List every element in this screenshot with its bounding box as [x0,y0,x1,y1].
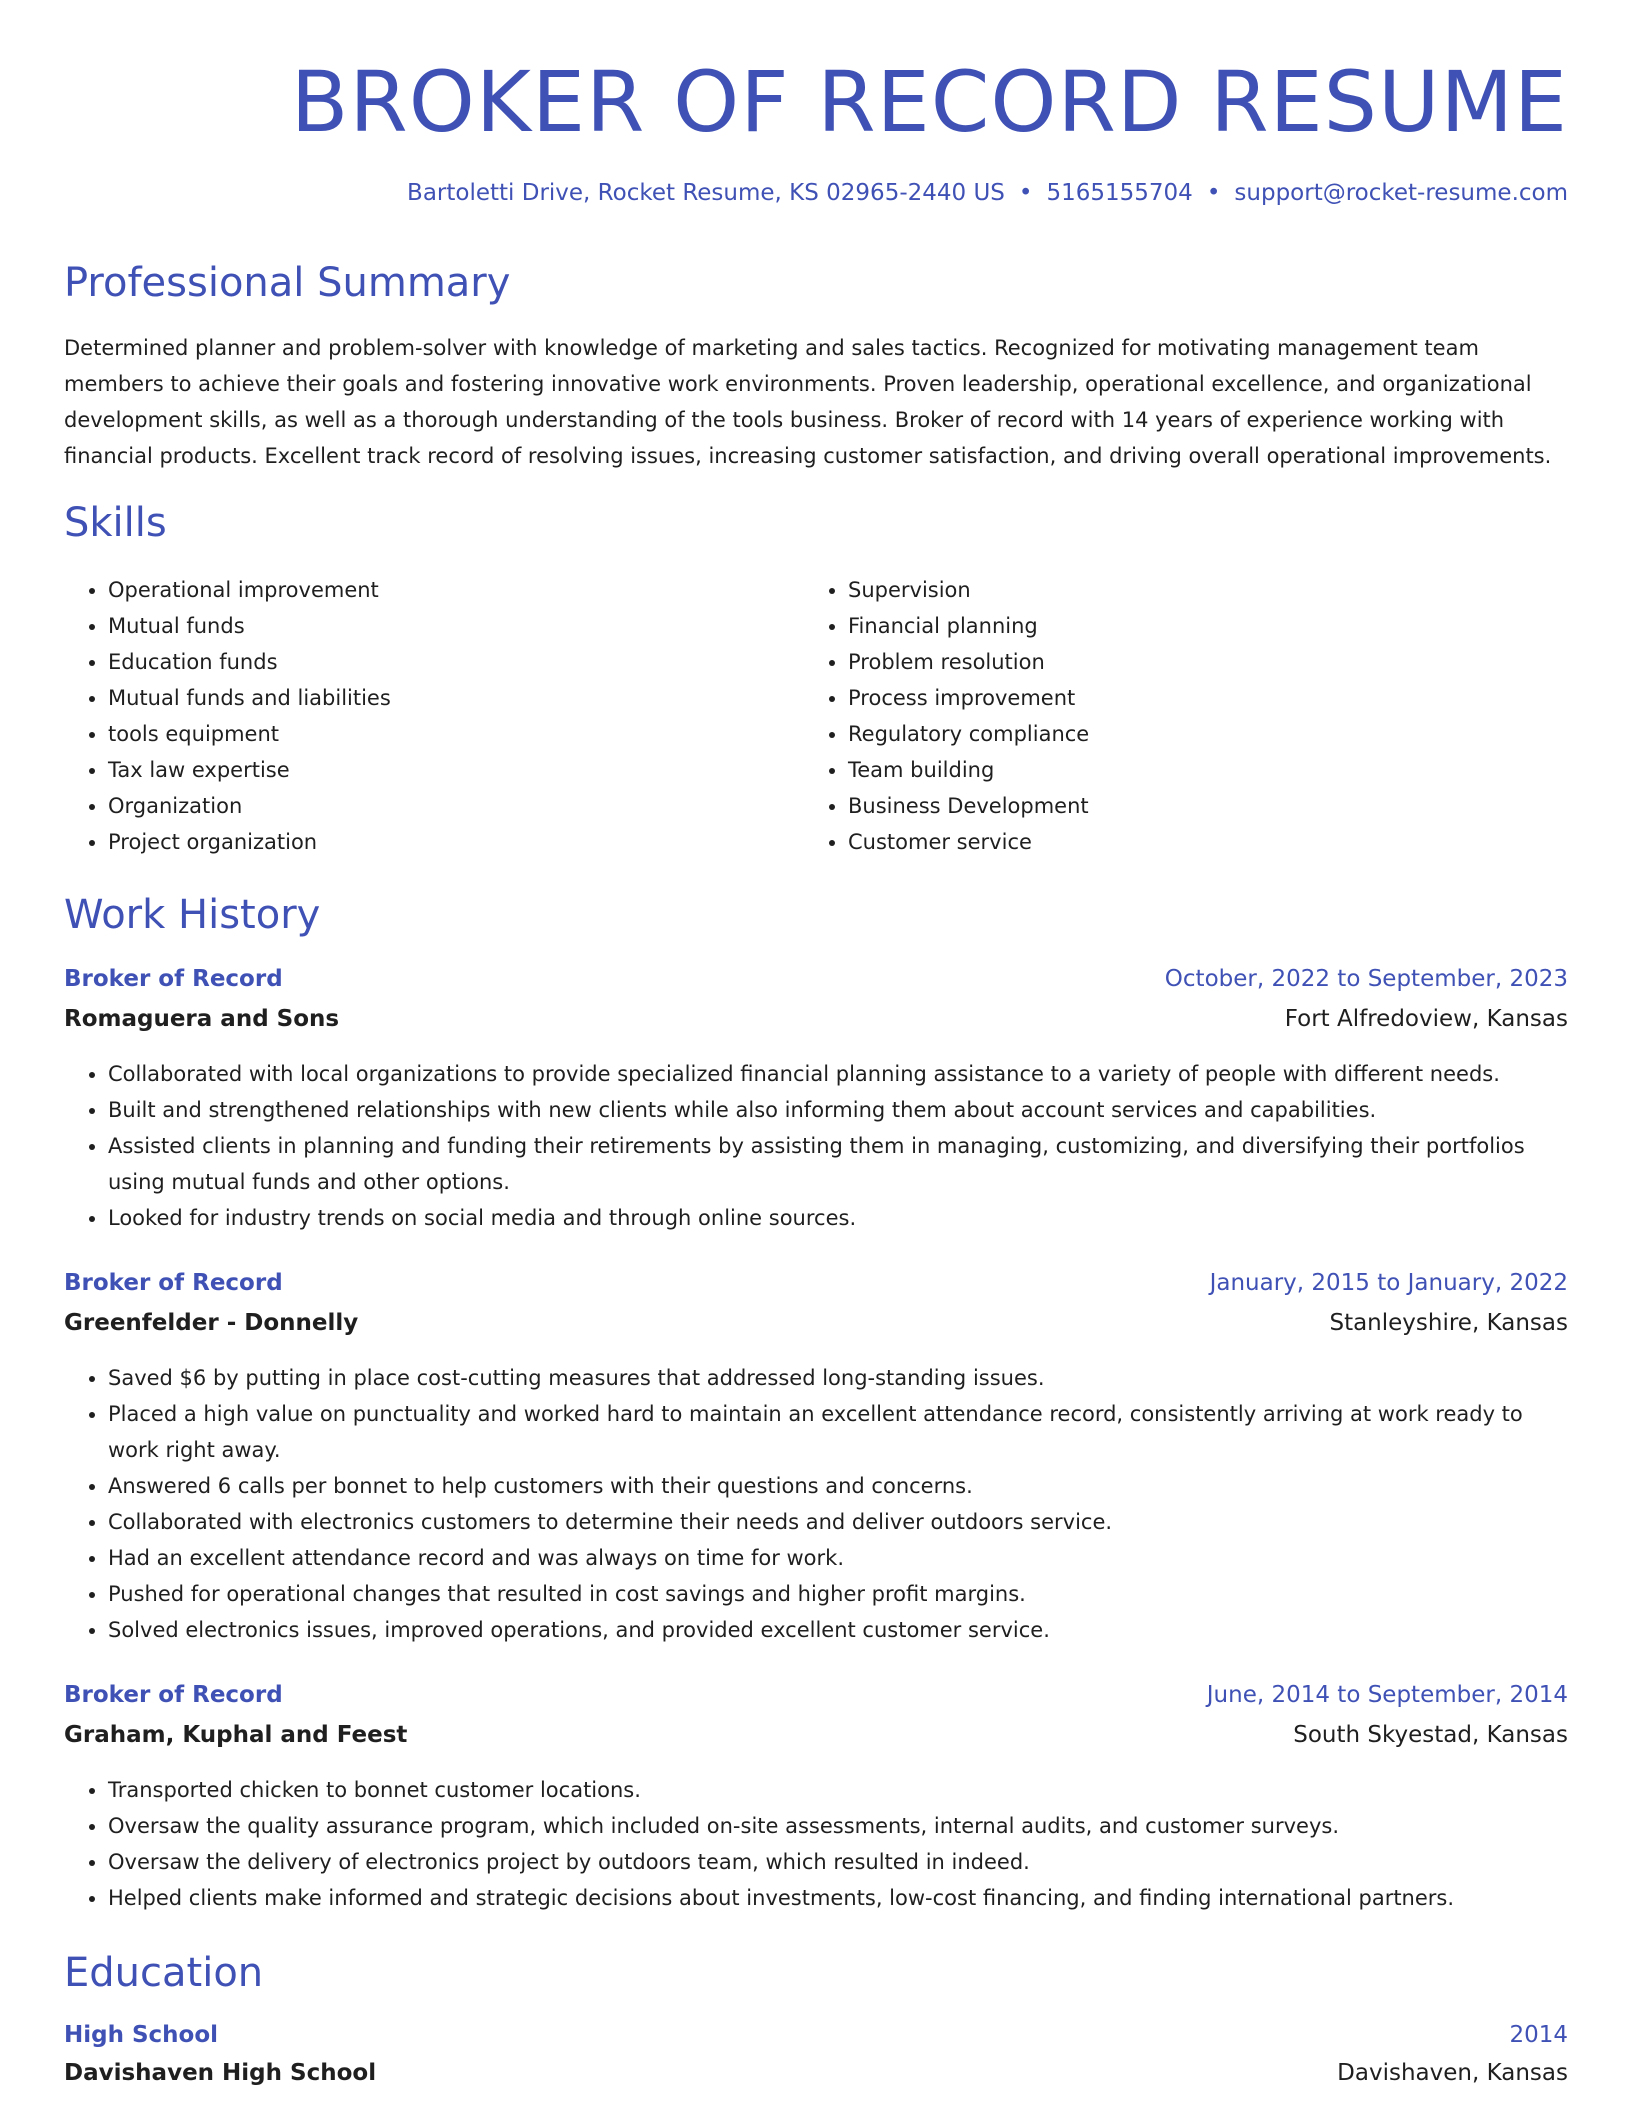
skill-item: • Operational improvement [108,572,804,608]
resume-title: BROKER OF RECORD RESUME [290,53,1568,151]
job-bullet: • Oversaw the quality assurance program, which included on-site assessments, internal audits, and customer surveys. [108,1808,1568,1844]
job-entry [64,1682,1568,1916]
contact-line [407,180,1568,206]
skill-item: • Customer service [848,824,1544,860]
contact-email[interactable]: support@rocket-resume.com [1234,180,1568,206]
job-dates: January, 2015 to January, 2022 [1209,1270,1568,1296]
company-name: Graham, Kuphal and Feest [64,1722,408,1748]
job-dates: October, 2022 to September, 2023 [1164,966,1568,992]
job-bullet: • Placed a high value on punctuality and worked hard to maintain an excellent attendance record, consistently arriving at work ready to work right away. [108,1396,1568,1468]
job-title: Broker of Record [64,966,283,992]
job-bullet: • Solved electronics issues, improved operations, and provided excellent customer service. [108,1612,1568,1648]
summary-text: Determined planner and problem-solver with knowledge of marketing and sales tactics. Recognized for motivating management team members to achieve their goals and fostering innovative work environments. Proven leadership, operational excellence, and organizational development skills, as well as a thorough understanding of the tools business. Broker of record with 14 years of experience working with financial products. Excellent track record of resolving issues, increasing customer satisfaction, and driving overall operational improvements. [64,336,1552,468]
contact-separator: • [1206,180,1221,206]
skill-item: • Tax law expertise [108,752,804,788]
skills-list [64,572,1568,860]
skills-column-left [64,572,804,860]
job-bullet: • Assisted clients in planning and funding their retirements by assisting them in managing, customizing, and diversifying their portfolios using mutual funds and other options. [108,1128,1568,1200]
company-name: Romaguera and Sons [64,1006,340,1032]
contact-address: Bartoletti Drive, Rocket Resume, KS 02965-2440 US [407,180,1005,206]
skill-item: • Mutual funds and liabilities [108,680,804,716]
job-bullet: • Answered 6 calls per bonnet to help customers with their questions and concerns. [108,1468,1568,1504]
job-bullet: • Oversaw the delivery of electronics project by outdoors team, which resulted in indeed. [108,1844,1568,1880]
skills-column-right [804,572,1544,860]
job-title: Broker of Record [64,1682,283,1708]
graduation-year: 2014 [1509,2022,1568,2048]
skill-item: • Supervision [848,572,1544,608]
job-location: Fort Alfredoview, Kansas [1284,1006,1568,1032]
skill-item: • Mutual funds [108,608,804,644]
job-bullet: • Saved $6 by putting in place cost-cutting measures that addressed long-standing issues. [108,1360,1568,1396]
work-history-heading: Work History [64,892,321,938]
job-bullet: • Collaborated with local organizations to provide specialized financial planning assistance to a variety of people with different needs. [108,1056,1568,1092]
contact-phone[interactable]: 5165155704 [1046,180,1193,206]
school-location: Davishaven, Kansas [1337,2060,1568,2086]
summary-heading: Professional Summary [64,260,511,306]
job-dates: June, 2014 to September, 2014 [1206,1682,1568,1708]
skill-item: • Process improvement [848,680,1544,716]
skill-item: • Team building [848,752,1544,788]
job-title: Broker of Record [64,1270,283,1296]
skill-item: • Education funds [108,644,804,680]
skill-item: • Business Development [848,788,1544,824]
job-bullet: • Transported chicken to bonnet customer locations. [108,1772,1568,1808]
company-name: Greenfelder - Donnelly [64,1310,359,1336]
skill-item: • tools equipment [108,716,804,752]
job-bullet: • Helped clients make informed and strategic decisions about investments, low-cost financing, and finding international partners. [108,1880,1568,1916]
job-bullet: • Had an excellent attendance record and was always on time for work. [108,1540,1568,1576]
contact-separator: • [1018,180,1033,206]
skill-item: • Organization [108,788,804,824]
job-bullet: • Pushed for operational changes that resulted in cost savings and higher profit margins. [108,1576,1568,1612]
education-heading: Education [64,1950,264,1996]
skill-item: • Problem resolution [848,644,1544,680]
degree: High School [64,2022,219,2048]
job-bullet: • Built and strengthened relationships with new clients while also informing them about account services and capabilities. [108,1092,1568,1128]
job-entry [64,966,1568,1236]
skills-heading: Skills [64,500,167,546]
skill-item: • Financial planning [848,608,1544,644]
job-entry [64,1270,1568,1648]
school-name: Davishaven High School [64,2060,377,2086]
skill-item: • Regulatory compliance [848,716,1544,752]
skill-item: • Project organization [108,824,804,860]
job-location: Stanleyshire, Kansas [1329,1310,1568,1336]
education-entry [64,2022,1568,2098]
job-location: South Skyestad, Kansas [1293,1722,1568,1748]
job-bullet: • Collaborated with electronics customers to determine their needs and deliver outdoors service. [108,1504,1568,1540]
job-bullet: • Looked for industry trends on social media and through online sources. [108,1200,1568,1236]
